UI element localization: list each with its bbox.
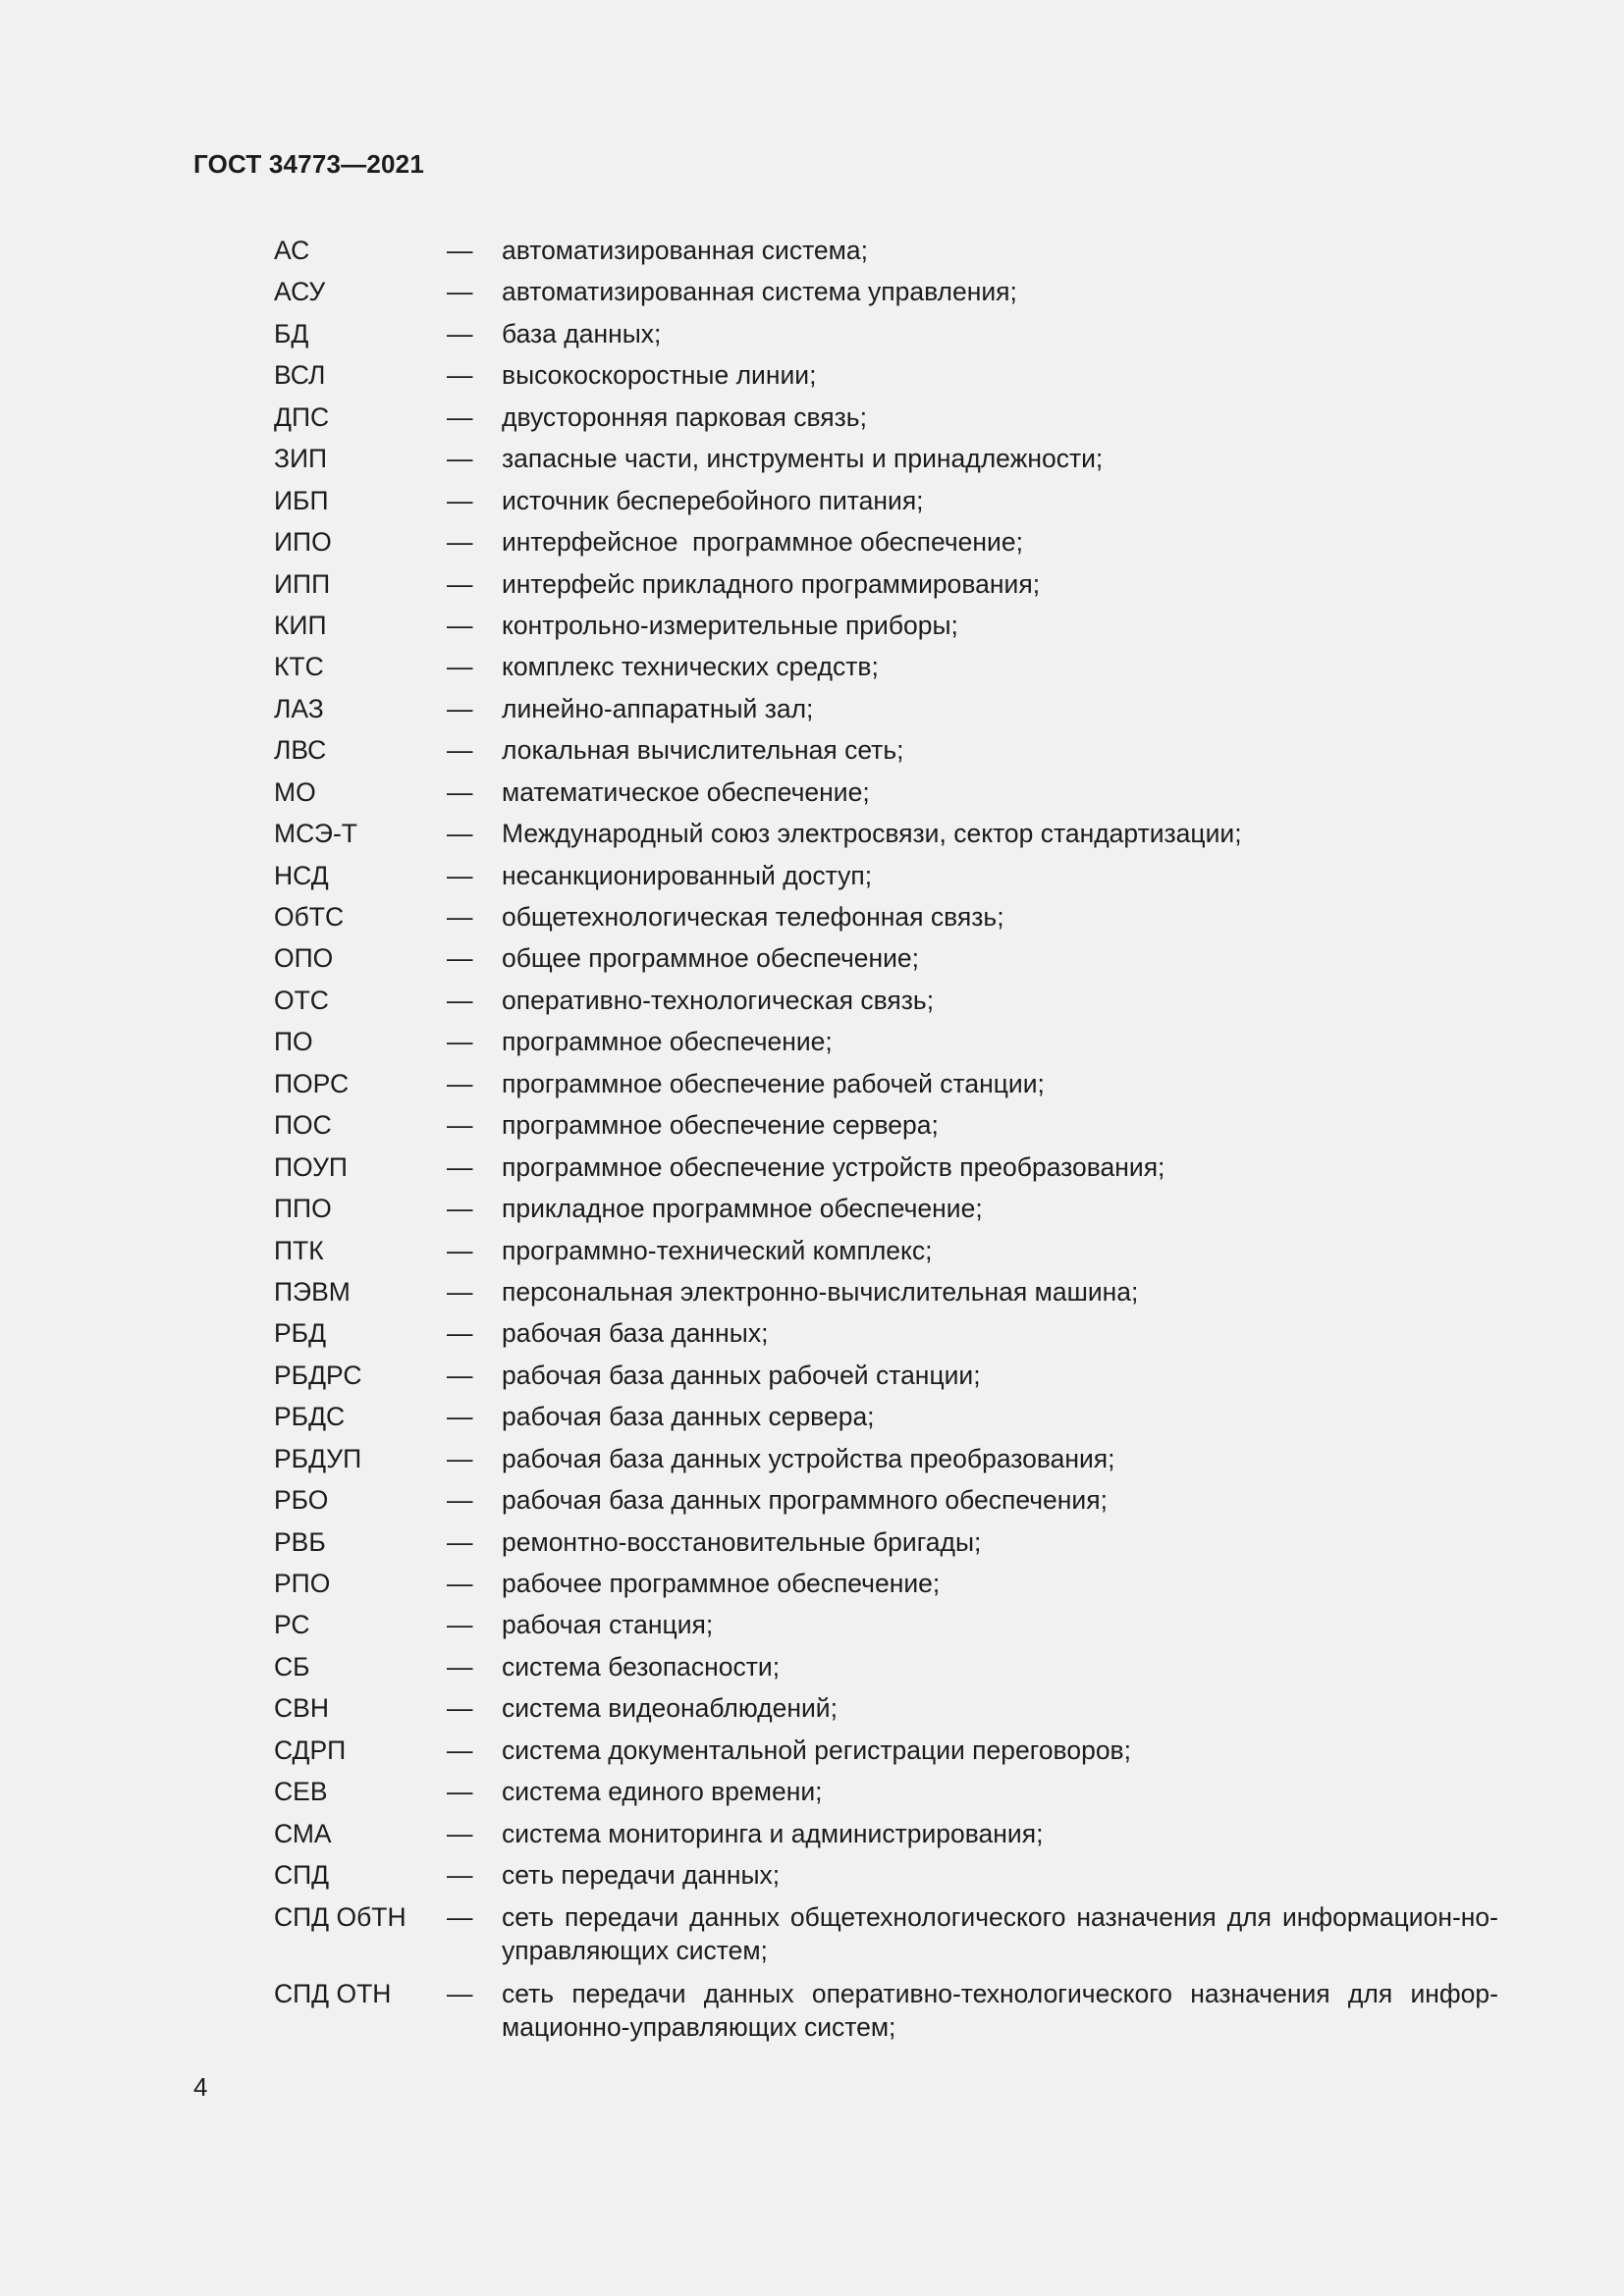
abbreviation-term: ИПО — [274, 527, 332, 558]
dash-separator: — — [447, 1569, 473, 1598]
abbreviation-definition: система мониторинга и администрирования; — [502, 1818, 1044, 1848]
abbreviation-row — [274, 1359, 1498, 1400]
dash-separator: — — [447, 902, 473, 932]
document-header: ГОСТ 34773—2021 — [193, 149, 424, 179]
abbreviation-term: ПЭВМ — [274, 1276, 351, 1307]
abbreviation-definition: комплекс технических средств; — [502, 652, 879, 682]
abbreviation-term: БД — [274, 318, 309, 348]
dash-separator: — — [447, 360, 473, 391]
dash-separator: — — [447, 444, 473, 474]
abbreviation-term: МСЭ-Т — [274, 819, 357, 849]
abbreviation-term: АСУ — [274, 277, 326, 307]
abbreviation-row — [274, 1192, 1498, 1233]
abbreviation-term: ЛВС — [274, 735, 327, 766]
abbreviation-definition: общее программное обеспечение; — [502, 943, 920, 974]
abbreviation-definition: система безопасности; — [502, 1651, 781, 1682]
abbreviation-term: КТС — [274, 652, 324, 682]
abbreviation-list — [274, 234, 1498, 2054]
abbreviation-term: КИП — [274, 610, 327, 640]
abbreviation-row — [274, 1442, 1498, 1483]
abbreviation-row — [274, 1900, 1498, 1977]
abbreviation-definition: система видеонаблюдений; — [502, 1693, 838, 1724]
dash-separator: — — [447, 652, 473, 682]
abbreviation-row — [274, 1734, 1498, 1775]
dash-separator: — — [447, 1526, 473, 1557]
abbreviation-definition: рабочая база данных сервера; — [502, 1402, 875, 1432]
dash-separator: — — [447, 735, 473, 766]
abbreviation-row — [274, 1150, 1498, 1192]
abbreviation-row — [274, 484, 1498, 525]
abbreviation-definition: рабочая база данных устройства преобразования; — [502, 1443, 1115, 1473]
abbreviation-term: ИПП — [274, 568, 331, 599]
dash-separator: — — [447, 819, 473, 849]
abbreviation-term: НСД — [274, 860, 329, 890]
dash-separator: — — [447, 1860, 473, 1891]
abbreviation-definition: рабочая база данных рабочей станции; — [502, 1360, 981, 1390]
abbreviation-row — [274, 1067, 1498, 1108]
dash-separator: — — [447, 1360, 473, 1390]
abbreviation-term: СПД ОТН — [274, 1978, 392, 2008]
abbreviation-term: РБО — [274, 1485, 329, 1516]
abbreviation-definition: линейно-аппаратный зал; — [502, 693, 814, 723]
abbreviation-term: ППО — [274, 1194, 332, 1224]
abbreviation-row — [274, 775, 1498, 817]
abbreviation-row — [274, 567, 1498, 609]
abbreviation-definition: персональная электронно-вычислительная машина; — [502, 1276, 1139, 1307]
abbreviation-row — [274, 1817, 1498, 1858]
abbreviation-term: ПОРС — [274, 1068, 350, 1098]
abbreviation-definition: рабочая станция; — [502, 1610, 714, 1640]
abbreviation-term: РБДС — [274, 1402, 346, 1432]
abbreviation-row — [274, 1977, 1498, 2054]
dash-separator: — — [447, 693, 473, 723]
abbreviation-definition: общетехнологическая телефонная связь; — [502, 902, 1004, 932]
dash-separator: — — [447, 1485, 473, 1516]
abbreviation-row — [274, 442, 1498, 483]
abbreviation-row — [274, 609, 1498, 650]
abbreviation-row — [274, 1400, 1498, 1441]
dash-separator: — — [447, 860, 473, 890]
dash-separator: — — [447, 1610, 473, 1640]
dash-separator: — — [447, 1443, 473, 1473]
dash-separator: — — [447, 485, 473, 515]
abbreviation-term: ПОС — [274, 1110, 332, 1141]
abbreviation-row — [274, 400, 1498, 442]
dash-separator: — — [447, 1402, 473, 1432]
dash-separator: — — [447, 1276, 473, 1307]
abbreviation-definition: интерфейс прикладного программирования; — [502, 568, 1041, 599]
abbreviation-row — [274, 1108, 1498, 1149]
dash-separator: — — [447, 1818, 473, 1848]
abbreviation-term: МО — [274, 776, 316, 807]
abbreviation-row — [274, 525, 1498, 566]
dash-separator: — — [447, 1068, 473, 1098]
abbreviation-row — [274, 1234, 1498, 1275]
abbreviation-definition: автоматизированная система; — [502, 236, 868, 265]
abbreviation-definition: высокоскоростные линии; — [502, 360, 817, 391]
abbreviation-row — [274, 358, 1498, 400]
abbreviation-definition: программное обеспечение; — [502, 1027, 833, 1057]
dash-separator: — — [447, 401, 473, 432]
abbreviation-row — [274, 1775, 1498, 1816]
abbreviation-term: ОбТС — [274, 902, 345, 932]
abbreviation-row — [274, 692, 1498, 733]
abbreviation-definition: сеть передачи данных общетехнологического назначения для информацион-но-управляющих систем; — [502, 1901, 1498, 1965]
abbreviation-term: РБДРС — [274, 1360, 362, 1390]
abbreviation-definition: двусторонняя парковая связь; — [502, 401, 867, 432]
abbreviation-term: ВСЛ — [274, 360, 326, 391]
abbreviation-row — [274, 1316, 1498, 1358]
abbreviation-row — [274, 650, 1498, 691]
abbreviation-term: ИБП — [274, 485, 329, 515]
abbreviation-term: ЛАЗ — [274, 693, 324, 723]
abbreviation-definition: контрольно-измерительные приборы; — [502, 610, 958, 640]
abbreviation-row — [274, 1567, 1498, 1608]
abbreviation-row — [274, 733, 1498, 774]
abbreviation-row — [274, 859, 1498, 900]
abbreviation-row — [274, 234, 1498, 275]
abbreviation-term: ПО — [274, 1027, 313, 1057]
abbreviation-definition: сеть передачи данных; — [502, 1860, 781, 1891]
dash-separator: — — [447, 1777, 473, 1807]
abbreviation-definition: система единого времени; — [502, 1777, 823, 1807]
abbreviation-definition: программное обеспечение сервера; — [502, 1110, 939, 1141]
abbreviation-row — [274, 1025, 1498, 1066]
abbreviation-row — [274, 941, 1498, 983]
abbreviation-term: ДПС — [274, 401, 330, 432]
abbreviation-definition: Международный союз электросвязи, сектор стандартизации; — [502, 819, 1242, 849]
abbreviation-term: ПОУП — [274, 1151, 348, 1182]
dash-separator: — — [447, 236, 473, 265]
abbreviation-definition: рабочая база данных; — [502, 1318, 769, 1349]
dash-separator: — — [447, 610, 473, 640]
abbreviation-term: ЗИП — [274, 444, 328, 474]
abbreviation-definition: программно-технический комплекс; — [502, 1235, 933, 1265]
abbreviation-term: СМА — [274, 1818, 332, 1848]
abbreviation-row — [274, 900, 1498, 941]
abbreviation-row — [274, 275, 1498, 316]
page-number: 4 — [193, 2072, 208, 2102]
abbreviation-row — [274, 317, 1498, 358]
abbreviation-definition: сеть передачи данных оперативно-технологического назначения для инфор-мационно-управляющих систем; — [502, 1978, 1498, 2042]
abbreviation-definition: рабочая база данных программного обеспечения; — [502, 1485, 1108, 1516]
abbreviation-definition: программное обеспечение устройств преобразования; — [502, 1151, 1165, 1182]
dash-separator: — — [447, 943, 473, 974]
abbreviation-row — [274, 1483, 1498, 1524]
dash-separator: — — [447, 1318, 473, 1349]
abbreviation-term: СВН — [274, 1693, 329, 1724]
abbreviation-row — [274, 1525, 1498, 1567]
dash-separator: — — [447, 1235, 473, 1265]
abbreviation-term: РБДУП — [274, 1443, 362, 1473]
abbreviation-definition: система документальной регистрации переговоров; — [502, 1735, 1131, 1765]
abbreviation-definition: программное обеспечение рабочей станции; — [502, 1068, 1045, 1098]
abbreviation-term: СДРП — [274, 1735, 347, 1765]
abbreviation-definition: локальная вычислительная сеть; — [502, 735, 904, 766]
dash-separator: — — [447, 985, 473, 1015]
dash-separator: — — [447, 1901, 473, 1932]
abbreviation-row — [274, 1650, 1498, 1691]
abbreviation-row — [274, 1858, 1498, 1899]
abbreviation-definition: источник бесперебойного питания; — [502, 485, 924, 515]
abbreviation-term: РВБ — [274, 1526, 326, 1557]
abbreviation-row — [274, 984, 1498, 1025]
abbreviation-definition: интерфейсное программное обеспечение; — [502, 527, 1023, 558]
dash-separator: — — [447, 568, 473, 599]
abbreviation-term: СПД ОбТН — [274, 1901, 406, 1932]
dash-separator: — — [447, 1978, 473, 2008]
dash-separator: — — [447, 776, 473, 807]
abbreviation-term: СБ — [274, 1651, 310, 1682]
dash-separator: — — [447, 1194, 473, 1224]
abbreviation-term: ОПО — [274, 943, 334, 974]
abbreviation-definition: оперативно-технологическая связь; — [502, 985, 935, 1015]
abbreviation-term: СПД — [274, 1860, 330, 1891]
abbreviation-row — [274, 1608, 1498, 1649]
abbreviation-term: РПО — [274, 1569, 331, 1598]
dash-separator: — — [447, 1651, 473, 1682]
abbreviation-definition: математическое обеспечение; — [502, 776, 870, 807]
abbreviation-definition: прикладное программное обеспечение; — [502, 1194, 983, 1224]
abbreviation-definition: ремонтно-восстановительные бригады; — [502, 1526, 982, 1557]
abbreviation-row — [274, 1275, 1498, 1316]
dash-separator: — — [447, 1735, 473, 1765]
abbreviation-term: ПТК — [274, 1235, 324, 1265]
abbreviation-definition: база данных; — [502, 318, 662, 348]
dash-separator: — — [447, 1027, 473, 1057]
abbreviation-term: СЕВ — [274, 1777, 328, 1807]
abbreviation-term: РС — [274, 1610, 310, 1640]
abbreviation-definition: несанкционированный доступ; — [502, 860, 873, 890]
abbreviation-definition: запасные части, инструменты и принадлежности; — [502, 444, 1104, 474]
dash-separator: — — [447, 527, 473, 558]
abbreviation-term: АС — [274, 236, 310, 265]
dash-separator: — — [447, 1693, 473, 1724]
dash-separator: — — [447, 318, 473, 348]
dash-separator: — — [447, 1151, 473, 1182]
dash-separator: — — [447, 277, 473, 307]
abbreviation-row — [274, 817, 1498, 858]
abbreviation-definition: автоматизированная система управления; — [502, 277, 1017, 307]
abbreviation-term: РБД — [274, 1318, 327, 1349]
abbreviation-row — [274, 1691, 1498, 1733]
dash-separator: — — [447, 1110, 473, 1141]
abbreviation-term: ОТС — [274, 985, 329, 1015]
abbreviation-definition: рабочее программное обеспечение; — [502, 1569, 941, 1598]
